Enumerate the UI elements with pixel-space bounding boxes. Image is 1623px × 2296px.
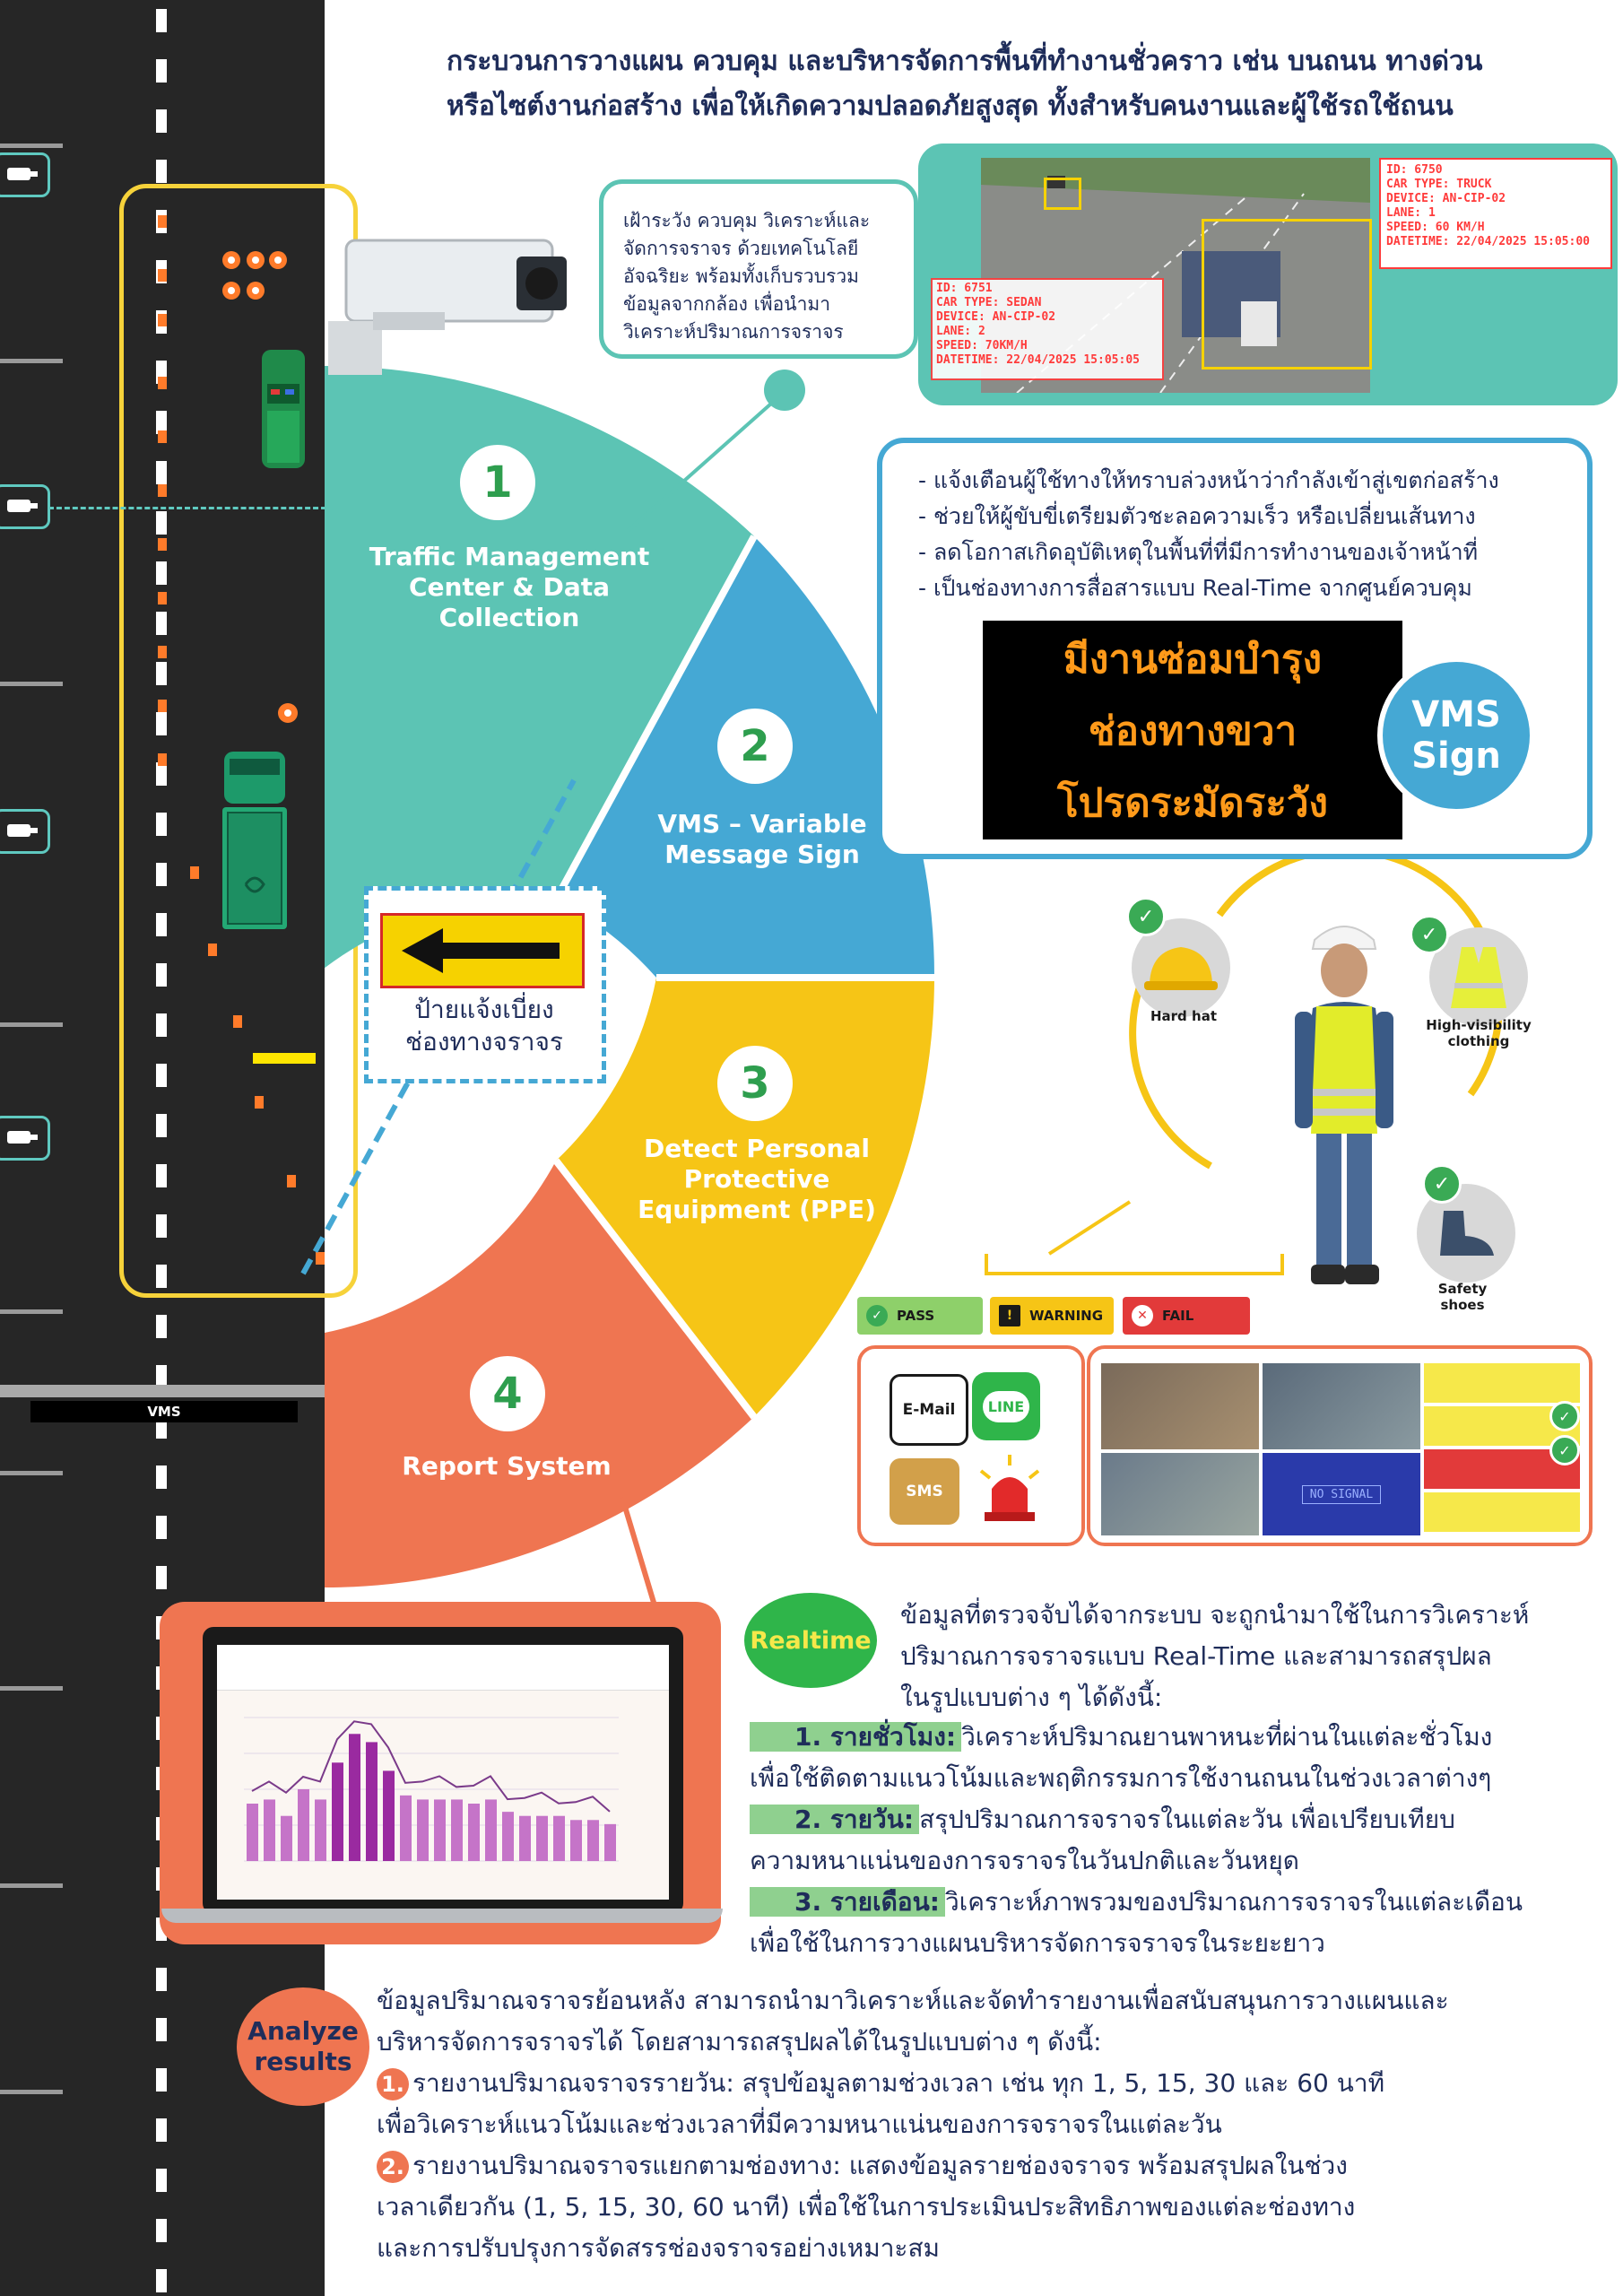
- warning-badge: [990, 1297, 1114, 1335]
- chart-bar: [434, 1799, 446, 1861]
- log-check-icon: ✓: [1549, 1401, 1580, 1431]
- sedan-bbox: [1044, 178, 1081, 210]
- chart-bar: [417, 1799, 429, 1861]
- truck-info: [1386, 163, 1590, 249]
- monitor-feed-3: [1101, 1453, 1259, 1535]
- chart-bar: [349, 1734, 360, 1861]
- chart-bar: [281, 1816, 292, 1861]
- truck-info-line: ID: 6750: [1386, 163, 1443, 177]
- vms-bullets: [918, 463, 1582, 606]
- chart-bar: [604, 1824, 616, 1861]
- realtime-intro-line2: ปริมาณการจราจรแบบ Real-Time และสามารถสรุปผล: [900, 1641, 1492, 1671]
- analyze-badge-line2: results: [254, 2047, 352, 2076]
- realtime-item-2-rest: สรุปปริมาณการจราจรในแต่ละวัน เพื่อเปรียบเทียบ: [919, 1805, 1455, 1834]
- truck-bbox: [1202, 219, 1372, 370]
- realtime-badge: [744, 1593, 877, 1688]
- segment-1-number: 1: [460, 445, 535, 520]
- truck-info-line: SPEED: 60 KM/H: [1386, 221, 1485, 234]
- chart-bar: [570, 1820, 582, 1861]
- detour-sign-text: [364, 994, 604, 1058]
- chart-bar: [485, 1799, 497, 1861]
- detour-arrow-sign: [380, 913, 585, 988]
- laptop-base: [161, 1909, 723, 1923]
- shoes-label: [1413, 1281, 1512, 1313]
- chart-bar: [298, 1789, 309, 1861]
- shoes-label-line2: shoes: [1440, 1297, 1485, 1313]
- realtime-intro-line1: ข้อมูลที่ตรวจจับได้จากระบบ จะถูกนำมาใช้ในการวิเคราะห์: [900, 1600, 1530, 1630]
- segment-3-number: 3: [717, 1046, 793, 1121]
- chart-bar: [536, 1816, 548, 1861]
- chart-bar: [553, 1816, 565, 1861]
- chart-bar: [332, 1762, 343, 1861]
- vms-sign-line2: ช่องทางขวา: [1088, 709, 1298, 754]
- camera-bubble: [599, 179, 918, 359]
- sedan-info-line: CAR TYPE: SEDAN: [936, 296, 1042, 309]
- analyze-badge: [237, 1987, 369, 2106]
- detour-line1: ป้ายแจ้งเบี่ยง: [414, 995, 554, 1024]
- sedan-info-line: ID: 6751: [936, 282, 993, 295]
- vest-label: [1415, 1017, 1542, 1049]
- left-arrow-icon: [402, 926, 563, 975]
- email-label: E-Mail: [902, 1401, 956, 1419]
- realtime-item-2-head: 2. รายวัน:: [750, 1805, 919, 1834]
- hard-hat-check-icon: ✓: [1126, 897, 1166, 936]
- vms-bullet-line: - เป็นช่องทางการสื่อสารแบบ Real-Time จากศูนย์ควบคุม: [918, 575, 1472, 601]
- chart-bar: [451, 1799, 463, 1861]
- line-label: LINE: [983, 1391, 1029, 1422]
- headline-line1: กระบวนการวางแผน ควบคุม และบริหารจัดการพื้นที่ทำงานชั่วคราว เช่น บนถนน ทางด่วน: [447, 46, 1483, 77]
- vest-label-line1: High-visibility: [1426, 1017, 1532, 1033]
- chart-bar: [264, 1799, 275, 1861]
- vms-bullet-line: - แจ้งเตือนผู้ใช้ทางให้ทราบล่วงหน้าว่ากำลังเข้าสู่เขตก่อสร้าง: [918, 467, 1499, 493]
- camera-bubble-text: เฝ้าระวัง ควบคุม วิเคราะห์และจัดการจราจร ด้วยเทคโนโลยีอัจฉริยะ พร้อมทั้งเก็บรวบรวมข้อมูลจากกล้อง เพื่อนำมาวิเคราะห์ปริมาณการจราจร: [623, 210, 871, 343]
- analyze-badge-line1: Analyze: [247, 2016, 359, 2046]
- fail-label: FAIL: [1162, 1308, 1194, 1324]
- sedan-info: [936, 282, 1140, 368]
- cctv-camera-icon: [328, 222, 588, 384]
- analyze-item-2: [377, 2145, 1605, 2187]
- chart-bar: [315, 1799, 326, 1861]
- headline-line2: หรือไซต์งานก่อสร้าง เพื่อให้เกิดความปลอดภัยสูงสุด ทั้งสำหรับคนงานและผู้ใช้รถใช้ถนน: [447, 91, 1454, 122]
- analyze-item-2-line1: รายงานปริมาณจราจรแยกตามช่องทาง: แสดงข้อมูลรายช่องจราจร พร้อมสรุปผลในช่วง: [412, 2151, 1348, 2180]
- vest-check-icon: ✓: [1410, 915, 1449, 954]
- chart-bar: [502, 1812, 514, 1861]
- chart-bar: [468, 1804, 480, 1861]
- no-signal-label: NO SIGNAL: [1302, 1485, 1381, 1504]
- realtime-item-1-head: 1. รายชั่วโมง:: [750, 1722, 961, 1752]
- fail-icon: ✕: [1132, 1305, 1153, 1326]
- realtime-item-3: [750, 1882, 1601, 1923]
- dashboard-filter-bar: [217, 1645, 669, 1691]
- sms-icon: [890, 1458, 959, 1525]
- warning-label: WARNING: [1029, 1308, 1104, 1324]
- realtime-badge-label: Realtime: [750, 1626, 872, 1655]
- monitor-feed-2: [1263, 1363, 1420, 1449]
- realtime-item-2-line2: ความหนาแน่นของการจราจรในวันปกติและวันหยุด: [750, 1846, 1299, 1875]
- segment-3-label: Detect Personal Protective Equipment (PPE): [638, 1134, 876, 1224]
- analyze-intro-line2: บริหารจัดการจราจรได้ โดยสามารถสรุปผลได้ในรูปแบบต่าง ๆ ดังนี้:: [377, 2027, 1102, 2057]
- fail-badge: [1123, 1297, 1250, 1335]
- vms-sign-badge: [1377, 657, 1535, 814]
- chart-bar: [383, 1770, 395, 1861]
- truck-info-line: CAR TYPE: TRUCK: [1386, 178, 1492, 191]
- realtime-item-3-rest: วิเคราะห์ภาพรวมของปริมาณการจราจรในแต่ละเดือน: [944, 1887, 1523, 1917]
- truck-info-line: DEVICE: AN-CIP-02: [1386, 192, 1506, 205]
- segment-4-number: 4: [470, 1356, 545, 1431]
- email-icon: [890, 1374, 968, 1446]
- analyze-item-1-line1: รายงานปริมาณจราจรรายวัน: สรุปข้อมูลตามช่วงเวลา เช่น ทุก 1, 5, 15, 30 และ 60 นาที: [412, 2068, 1385, 2098]
- analyze-text: [377, 1980, 1605, 2269]
- pass-label: PASS: [897, 1308, 935, 1324]
- bubble-pointer-dot: [764, 370, 805, 411]
- segment-2-label: VMS – Variable Message Sign: [657, 809, 867, 869]
- vest-label-line2: clothing: [1447, 1033, 1510, 1049]
- sedan-info-line: LANE: 2: [936, 325, 985, 338]
- vms-sign-line1: มีงานซ่อมบำรุง: [1063, 637, 1323, 683]
- truck-info-line: DATETIME: 22/04/2025 15:05:00: [1386, 235, 1590, 248]
- laptop-screen: [217, 1645, 669, 1900]
- monitor-feed-no-signal: [1263, 1453, 1420, 1535]
- detour-line2: ช่องทางจราจร: [405, 1027, 563, 1057]
- vms-badge-line2: Sign: [1411, 735, 1501, 777]
- sms-label: SMS: [906, 1483, 943, 1500]
- pass-icon: ✓: [866, 1305, 888, 1326]
- analyze-intro-line1: ข้อมูลปริมาณจราจรย้อนหลัง สามารถนำมาวิเคราะห์และจัดทำรายงานเพื่อสนับสนุนการวางแผนและ: [377, 1986, 1449, 2015]
- vms-bullet-line: - ลดโอกาสเกิดอุบัติเหตุในพื้นที่ที่มีการทำงานของเจ้าหน้าที่: [918, 539, 1479, 565]
- line-icon: [972, 1372, 1040, 1440]
- realtime-items: [750, 1717, 1601, 1964]
- realtime-intro: [900, 1595, 1600, 1718]
- hard-hat-label: Hard hat: [1150, 1008, 1217, 1024]
- alarm-siren-icon: [976, 1453, 1044, 1528]
- sedan-info-line: DEVICE: AN-CIP-02: [936, 310, 1056, 324]
- chart-bar: [587, 1820, 599, 1861]
- vms-badge-line1: VMS: [1411, 694, 1501, 735]
- analyze-item-1-number: 1.: [377, 2068, 409, 2100]
- realtime-item-3-head: 3. รายเดือน:: [750, 1887, 945, 1917]
- ppe-worker-figure: [1277, 909, 1411, 1304]
- realtime-item-1-line2: เพื่อใช้ติดตามแนวโน้มและพฤติกรรมการใช้งานถนนในช่วงเวลาต่างๆ: [750, 1763, 1492, 1793]
- sedan-info-line: SPEED: 70KM/H: [936, 339, 1028, 352]
- segment-2-number: 2: [717, 709, 793, 784]
- log-check-icon: ✓: [1549, 1435, 1580, 1465]
- analyze-item-2-line2: เวลาเดียวกัน (1, 5, 15, 30, 60 นาที) เพื่อใช้ในการประเมินประสิทธิภาพของแต่ละช่องทาง: [377, 2192, 1356, 2222]
- traffic-volume-chart: [217, 1691, 669, 1897]
- realtime-item-2: [750, 1799, 1601, 1840]
- monitor-feed-1: [1101, 1363, 1259, 1449]
- warning-icon: !: [999, 1305, 1020, 1326]
- vms-bullet-line: - ช่วยให้ผู้ขับขี่เตรียมตัวชะลอความเร็ว หรือเปลี่ยนเส้นทาง: [918, 503, 1476, 529]
- segment-1-label: Traffic Management Center & Data Collection: [369, 542, 650, 632]
- realtime-item-1: [750, 1717, 1601, 1758]
- shoes-check-icon: ✓: [1422, 1164, 1462, 1204]
- vms-sign-line3: โปรดระมัดระวัง: [1056, 780, 1329, 826]
- pass-badge: [857, 1297, 983, 1335]
- analyze-item-1: [377, 2063, 1605, 2104]
- realtime-intro-line3: ในรูปแบบต่าง ๆ ได้ดังนี้:: [900, 1683, 1163, 1712]
- chart-bar: [247, 1804, 258, 1861]
- realtime-item-3-line2: เพื่อใช้ในการวางแผนบริหารจัดการจราจรในระยะยาว: [750, 1928, 1325, 1958]
- analyze-item-1-line2: เพื่อวิเคราะห์แนวโน้มและช่วงเวลาที่มีความหนาแน่นของการจราจรในแต่ละวัน: [377, 2109, 1222, 2139]
- truck-info-line: LANE: 1: [1386, 206, 1436, 220]
- shoes-label-line1: Safety: [1437, 1281, 1488, 1297]
- segment-4-label: Report System: [402, 1451, 612, 1481]
- chart-bar: [519, 1816, 531, 1861]
- realtime-item-1-rest: วิเคราะห์ปริมาณยานพาหนะที่ผ่านในแต่ละชั่วโมง: [961, 1722, 1493, 1752]
- analyze-item-2-number: 2.: [377, 2151, 409, 2183]
- vms-bar-label: VMS: [147, 1404, 181, 1420]
- sedan-info-line: DATETIME: 22/04/2025 15:05:05: [936, 353, 1140, 367]
- chart-bar: [400, 1796, 412, 1861]
- chart-bar: [366, 1742, 378, 1861]
- vms-sign-display: [983, 621, 1402, 839]
- analyze-item-2-line3: และการปรับปรุงการจัดสรรช่องจราจรอย่างเหมาะสม: [377, 2233, 941, 2263]
